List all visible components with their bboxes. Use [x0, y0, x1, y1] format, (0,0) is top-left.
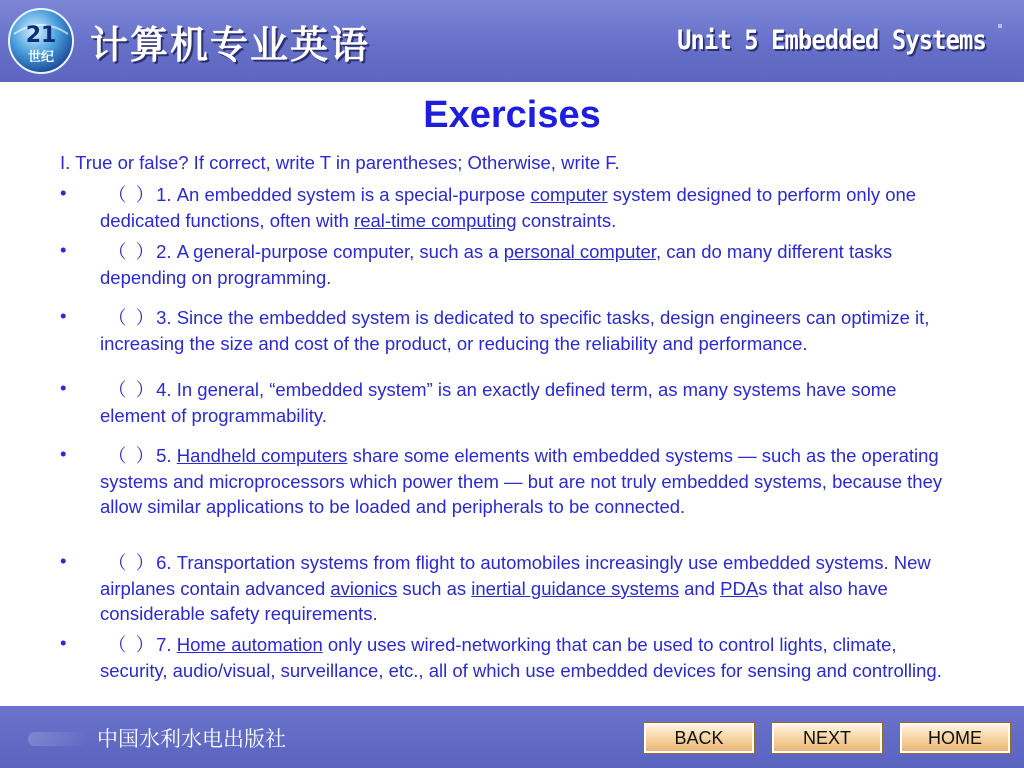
corner-mark	[998, 24, 1002, 28]
exercise-text	[100, 182, 960, 233]
answer-parentheses: （ ）	[108, 307, 157, 328]
exercise-text	[100, 377, 960, 428]
exercise-text-segment: 3. Since the embedded system is dedicated to specific tasks, design engineers can optimize it, increasing the size and cost of the product, or reducing the reliability and performance.	[100, 307, 930, 354]
exercise-text	[100, 443, 960, 520]
exercise-text	[100, 239, 960, 290]
answer-parentheses: （ ）	[108, 445, 157, 466]
exercise-text-segment: share some elements with embedded systems — such as the operating systems and microprocessors which power them — but are not truly embedded systems, because they allow similar applications to be loaded and peripherals to be connected.	[100, 445, 943, 518]
svg-text:21: 21	[25, 23, 57, 48]
answer-parentheses: （ ）	[108, 241, 157, 262]
next-button[interactable]: NEXT	[772, 723, 882, 753]
hyperlink[interactable]: real-time computing	[354, 209, 517, 231]
logo-21-century-icon	[6, 6, 76, 76]
exercise-text-segment: such as	[397, 577, 472, 599]
hyperlink[interactable]: computer	[530, 184, 608, 205]
bullet: •	[60, 239, 67, 260]
answer-parentheses: （ ）	[108, 634, 157, 655]
unit-title: Unit 5 Embedded Systems	[677, 25, 986, 56]
page-title: Exercises	[423, 94, 601, 136]
exercise-text-segment: 7.	[156, 634, 177, 655]
exercise-text-segment: 1. An embedded system is a special-purpose	[156, 184, 531, 205]
exercise-text-segment: only uses wired-networking that can be used to control lights, climate, security, audio/visual, surveillance, etc., all of which use embedded devices for sensing and controlling.	[100, 634, 942, 681]
bullet: •	[60, 443, 67, 464]
bullet: •	[60, 632, 67, 653]
bullet: •	[60, 550, 67, 571]
exercise-text-segment: system designed to perform only one dedicated functions, often with	[100, 184, 917, 231]
header-bar	[0, 0, 1024, 82]
answer-parentheses: （ ）	[108, 184, 157, 205]
exercise-text-segment: 4. In general, “embedded system” is an exactly defined term, as many systems have some element of programmability.	[100, 379, 897, 426]
exercise-text	[100, 632, 960, 683]
book-title: 计算机专业英语	[90, 23, 371, 67]
svg-text:世纪: 世纪	[27, 50, 55, 65]
exercise-text-segment: 5.	[156, 445, 177, 466]
answer-parentheses: （ ）	[108, 379, 157, 400]
hyperlink[interactable]: avionics	[330, 577, 398, 599]
hyperlink[interactable]: PDA	[720, 577, 759, 599]
answer-parentheses: （ ）	[108, 552, 157, 573]
bullet: •	[60, 305, 67, 326]
publisher-name: 中国水利水电出版社	[97, 728, 286, 751]
home-button[interactable]: HOME	[900, 723, 1010, 753]
exercise-text	[100, 550, 960, 627]
footer-decoration	[28, 732, 88, 746]
footer-bar	[0, 706, 1024, 768]
exercise-text-segment: constraints.	[516, 209, 617, 231]
bullet: •	[60, 377, 67, 398]
exercise-text	[100, 305, 960, 356]
exercise-text-segment: s that also have considerable safety requirements.	[100, 577, 888, 625]
bullet: •	[60, 182, 67, 203]
hyperlink[interactable]: inertial guidance systems	[471, 577, 679, 599]
exercise-instructions: I. True or false? If correct, write T in parentheses; Otherwise, write F.	[60, 152, 620, 173]
exercise-text-segment: 2. A general-purpose computer, such as a	[156, 241, 504, 262]
exercise-text-segment: , can do many different tasks depending on programming.	[100, 241, 893, 288]
exercise-text-segment: and	[679, 577, 721, 599]
exercise-text-segment: 6. Transportation systems from flight to automobiles increasingly use embedded systems. New airplanes contain advanced	[100, 552, 931, 599]
hyperlink[interactable]: Home automation	[176, 634, 323, 655]
back-button[interactable]: BACK	[644, 723, 754, 753]
hyperlink[interactable]: Handheld computers	[176, 445, 348, 466]
hyperlink[interactable]: personal computer	[503, 241, 656, 262]
